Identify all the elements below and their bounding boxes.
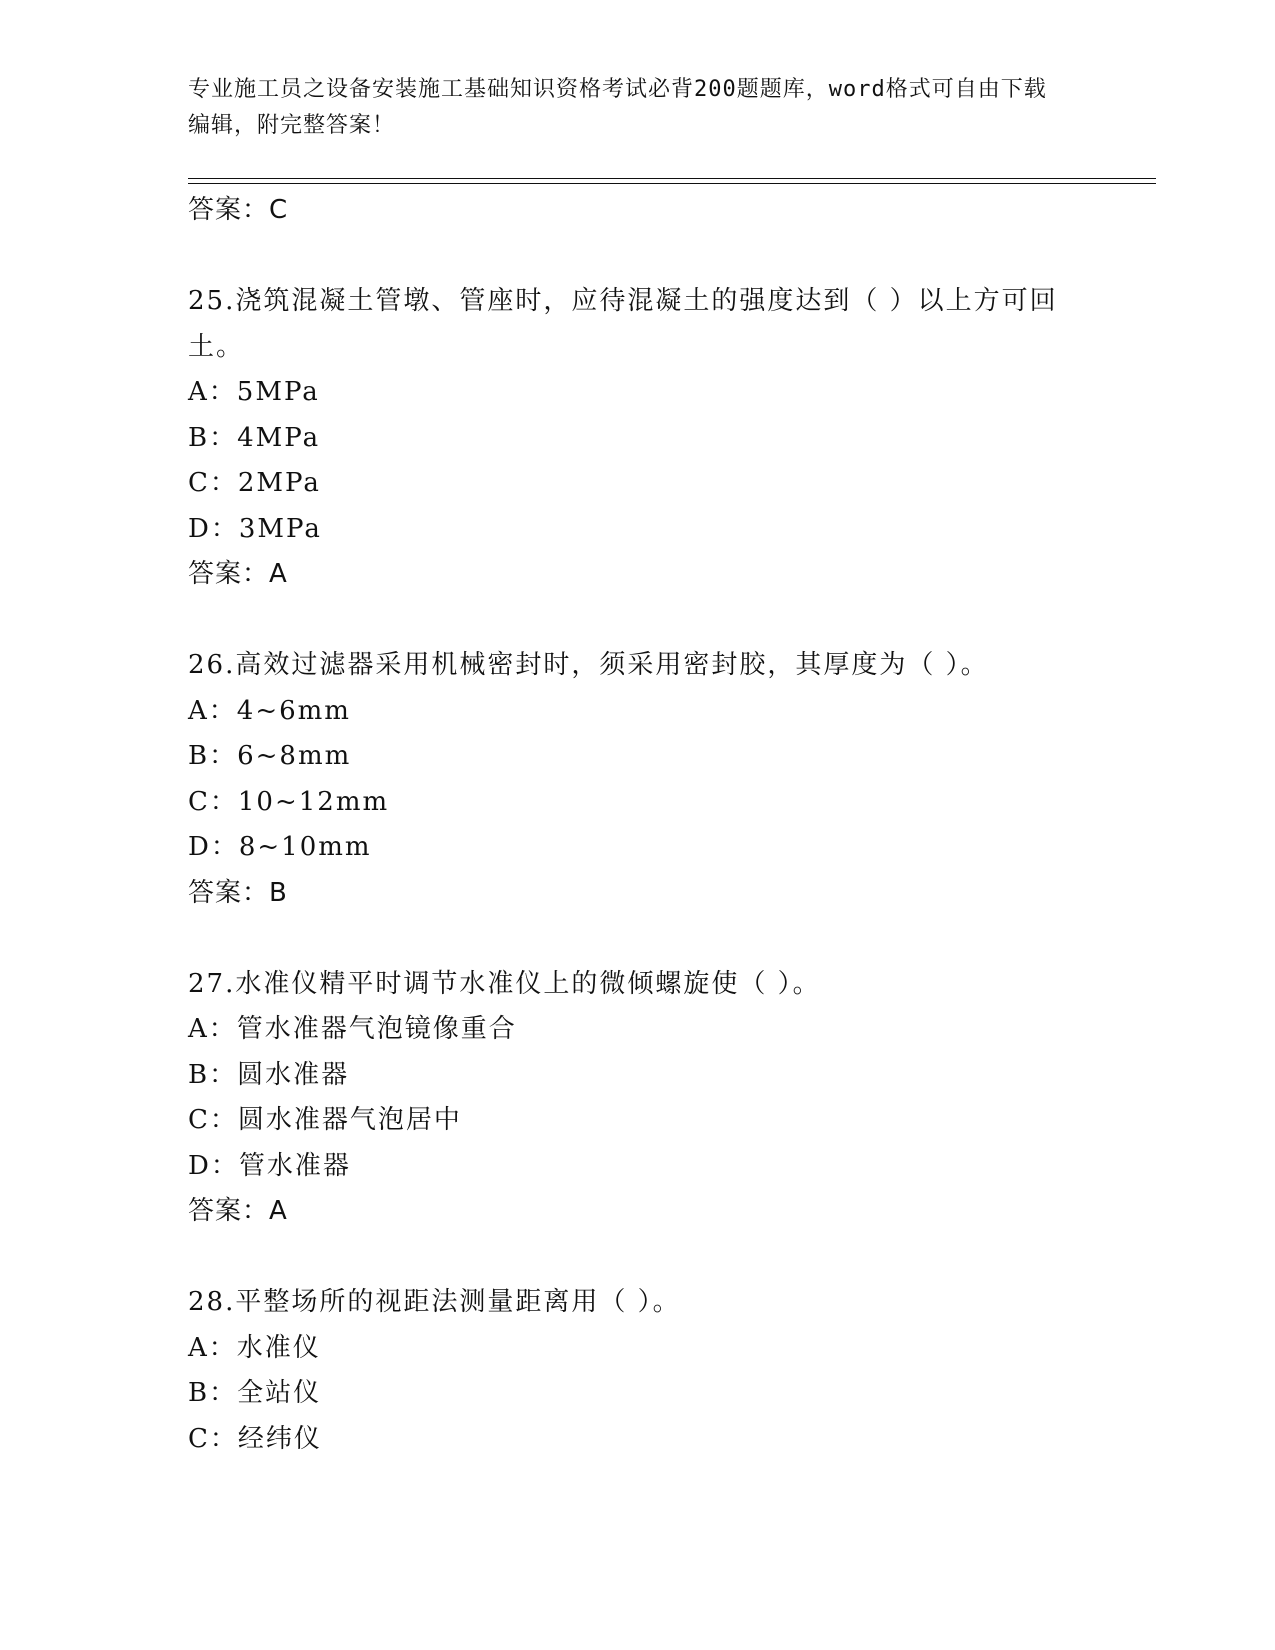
- option-d: D：管水准器: [188, 1150, 351, 1181]
- option-c: C：圆水准器气泡居中: [188, 1105, 462, 1135]
- option-a: A：管水准器气泡镜像重合: [188, 1014, 517, 1044]
- document-header: 专业施工员之设备安装施工基础知识资格考试必背200题题库，word格式可自由下载编辑，附完整答案！: [188, 77, 1047, 138]
- header-divider-top: [188, 178, 1156, 179]
- question-answer: 答案：A: [188, 1196, 288, 1226]
- question-stem: 26.高效过滤器采用机械密封时，须采用密封胶，其厚度为（ ）。: [188, 650, 989, 680]
- option-b: B：全站仪: [188, 1378, 322, 1408]
- option-c: C：10~12mm: [188, 786, 390, 817]
- question-stem: 27.水准仪精平时调节水准仪上的微倾螺旋使（ ）。: [188, 968, 821, 999]
- option-b: B：4MPa: [188, 422, 321, 453]
- question-stem: 25.浇筑混凝土管墩、管座时，应待混凝土的强度达到（ ）以上方可回土。: [188, 286, 1058, 362]
- question-stem: 28.平整场所的视距法测量距离用（ ）。: [188, 1287, 681, 1317]
- question-answer: 答案：A: [188, 559, 288, 589]
- option-c: C：经纬仪: [188, 1423, 322, 1454]
- option-a: A：4~6mm: [188, 695, 351, 726]
- question-answer: 答案：B: [188, 877, 288, 908]
- option-a: A：5MPa: [188, 377, 320, 407]
- question-block: [188, 962, 1148, 1235]
- option-a: A：水准仪: [188, 1332, 321, 1363]
- option-c: C：2MPa: [188, 468, 321, 498]
- question-list: [188, 188, 1148, 1462]
- option-b: B：圆水准器: [188, 1059, 350, 1090]
- question-block: [188, 1280, 1148, 1462]
- option-d: D：8~10mm: [188, 832, 372, 862]
- question-block: [188, 643, 1148, 916]
- previous-answer: 答案：C: [188, 195, 289, 225]
- question-block: [188, 279, 1148, 598]
- option-d: D：3MPa: [188, 513, 322, 544]
- option-b: B：6~8mm: [188, 741, 352, 771]
- header-divider-bottom: [188, 183, 1156, 184]
